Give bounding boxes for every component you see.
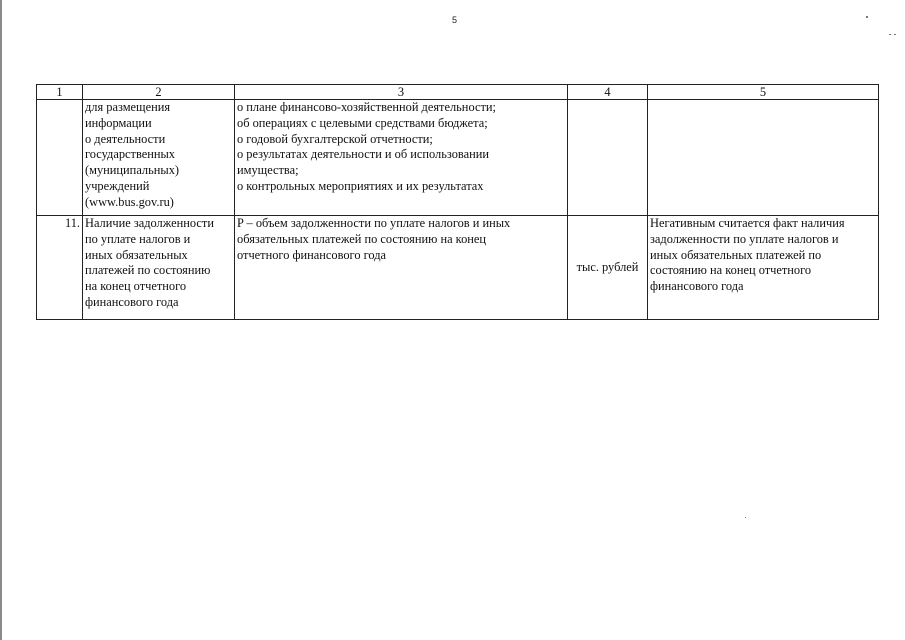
scan-speck <box>745 517 746 518</box>
text-line: для размещения <box>85 100 171 114</box>
unit-of-measure <box>568 100 648 216</box>
page-number: 5 <box>452 15 458 25</box>
text-line: иных обязательных платежей по <box>650 247 822 262</box>
calculation-formula <box>235 100 568 216</box>
text-line: платежей по состоянию <box>85 263 211 278</box>
indicator-name <box>83 216 235 320</box>
row-number <box>37 100 83 216</box>
text-line: по уплате налогов и <box>85 231 191 246</box>
calculation-formula <box>235 216 568 320</box>
text-line: Наличие задолженности <box>85 216 214 230</box>
scan-speck <box>894 34 896 35</box>
header-col-5: 5 <box>648 85 879 100</box>
header-col-4: 4 <box>568 85 648 100</box>
text-line: о годовой бухгалтерской отчетности; <box>237 131 433 146</box>
table-row-11 <box>37 216 879 320</box>
header-col-3: 3 <box>235 85 568 100</box>
text-line: государственных <box>85 147 176 162</box>
text-line: P – объем задолженности по уплате налогов и иных <box>237 216 511 230</box>
evaluation-comment <box>648 100 879 216</box>
scan-left-edge <box>0 0 2 640</box>
text-line: о деятельности <box>85 131 166 146</box>
text-line: обязательных платежей по состоянию на конец <box>237 231 487 246</box>
text-line: учреждений <box>85 178 150 193</box>
text-line: финансового года <box>650 279 744 294</box>
text-line: об операциях с целевыми средствами бюджета; <box>237 115 488 130</box>
table-row-info-placement <box>37 100 879 216</box>
text-line: информации <box>85 115 152 130</box>
scan-speck <box>866 16 868 18</box>
text-line: (www.bus.gov.ru) <box>85 194 174 209</box>
text-line: задолженности по уплате налогов и <box>650 231 839 246</box>
row-number: 11. <box>37 216 83 320</box>
criteria-table <box>36 84 879 320</box>
scan-speck <box>889 34 891 35</box>
header-col-1: 1 <box>37 85 83 100</box>
header-row <box>37 85 879 100</box>
indicator-name <box>83 100 235 216</box>
text-line: состоянию на конец отчетного <box>650 263 812 278</box>
text-line: иных обязательных <box>85 247 188 262</box>
text-line: Негативным считается факт наличия <box>650 216 845 230</box>
text-line: на конец отчетного <box>85 279 187 294</box>
text-line: имущества; <box>237 163 299 178</box>
text-line: отчетного финансового года <box>237 247 387 262</box>
text-line: финансового года <box>85 294 179 309</box>
text-line: о контрольных мероприятиях и их результатах <box>237 178 484 193</box>
header-col-2: 2 <box>83 85 235 100</box>
text-line: о результатах деятельности и об использовании <box>237 147 489 162</box>
text-line: (муниципальных) <box>85 163 180 178</box>
text-line: о плане финансово-хозяйственной деятельности; <box>237 100 496 114</box>
unit-of-measure: тыс. рублей <box>568 216 648 320</box>
evaluation-comment <box>648 216 879 320</box>
